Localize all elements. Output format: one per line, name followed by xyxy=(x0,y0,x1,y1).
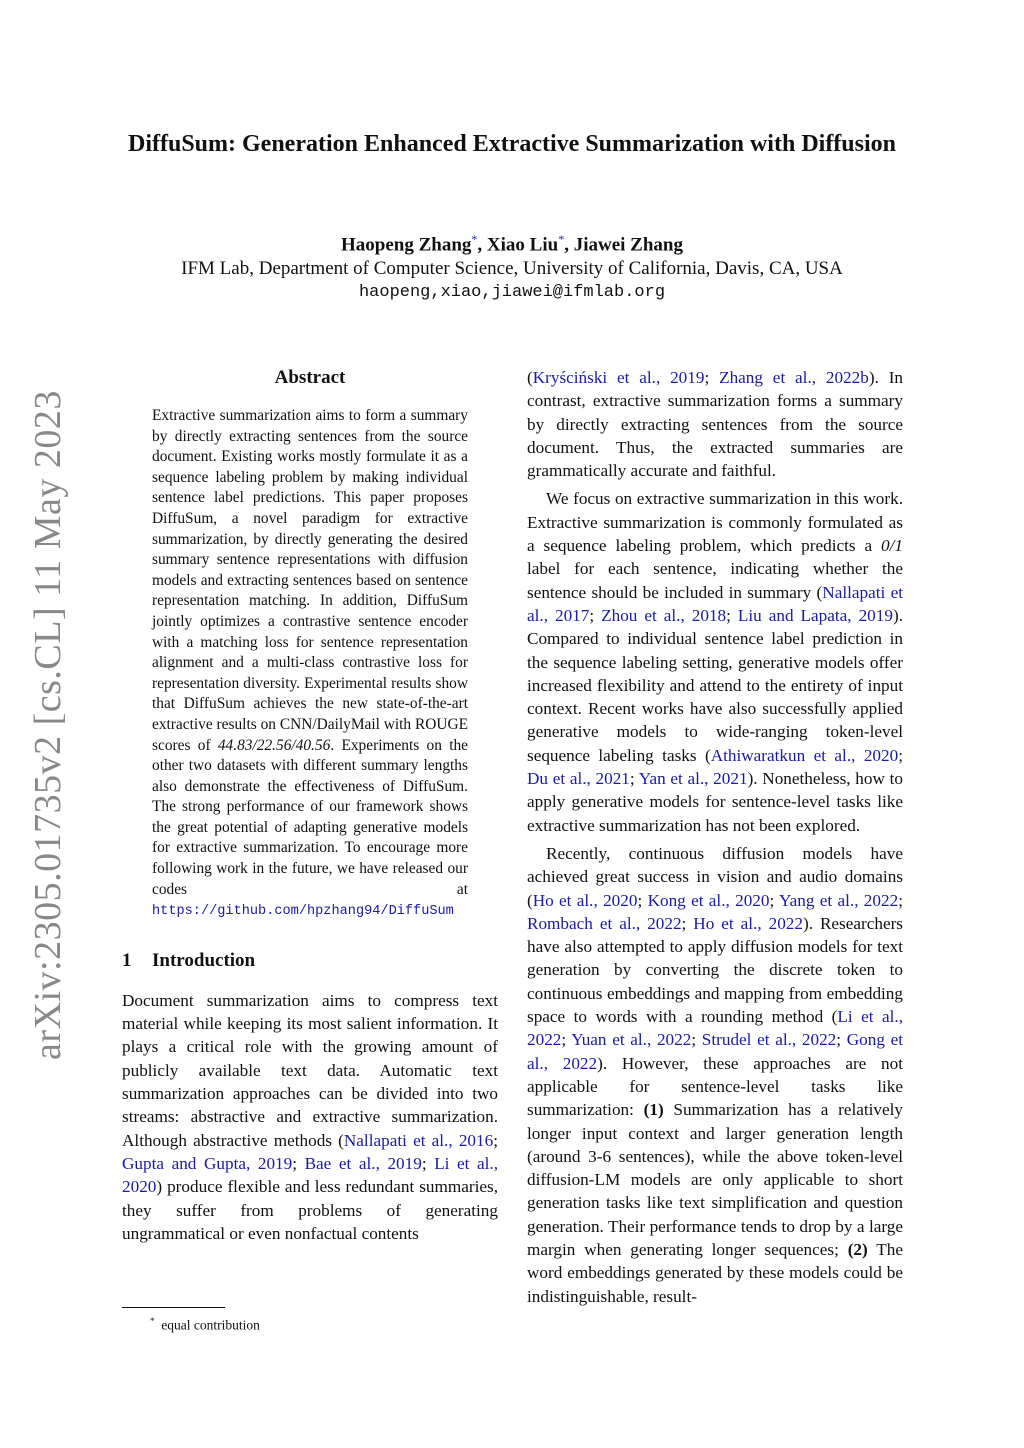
citation-link[interactable]: Strudel et al., 2022 xyxy=(701,1030,837,1050)
citation-link[interactable]: Gong et al., 2022 xyxy=(527,1030,903,1073)
citation-link[interactable]: Athiwaratkun et al., 2020 xyxy=(710,745,899,765)
section-title: Introduction xyxy=(152,949,256,971)
code-link[interactable]: https://github.com/hpzhang94/DiffuSum xyxy=(152,904,454,920)
citation-link[interactable]: Liu and Lapata, 2019 xyxy=(737,605,893,625)
rouge-scores: 44.83/22.56/40.56 xyxy=(217,736,331,754)
intro-paragraph-2: We focus on extractive summarization in this work. Extractive summarization is commonly formulated as a sequence labeling problem, which predicts a 0/1 label for each sentence, indicating whether the sentence should be included in summary (Nallapati et al., 2017; Zhou et al., 2018; Liu and Lapata, 2019). Compared to individual sentence label prediction in the sequence labeling setting, generative models offer increased flexibility and attend to the entirety of input context. Recent works have also successfully applied generative models to wide-ranging token-level sequence labeling tasks (Athiwaratkun et al., 2020; Du et al., 2021; Yan et al., 2021). Nonetheless, how to apply generative models for sentence-level tasks like extractive summarization has not been explored. xyxy=(527,489,903,835)
intro-paragraph-1: Document summarization aims to compress text material while keeping its most salient information. It plays a critical role with the growing amount of publicly available text data. Automatic text summarization approaches can be divided into two streams: abstractive and extractive summarization. Although abstractive methods (Nallapati et al., 2016; Gupta and Gupta, 2019; Bae et al., 2019; Li et al., 2020) produce flexible and less redundant summaries, they suffer from problems of generating ungrammatical or even nonfactual contents xyxy=(122,990,499,1243)
citation-link[interactable]: Yuan et al., 2022 xyxy=(571,1030,692,1050)
point-marker: (1) xyxy=(643,1100,664,1120)
footnote xyxy=(150,1312,260,1335)
citation-link[interactable]: Yan et al., 2021 xyxy=(638,769,748,789)
citation-link[interactable]: Yang et al., 2022 xyxy=(778,890,899,910)
affiliation: IFM Lab, Department of Computer Science, University of California, Davis, CA, USA xyxy=(181,258,843,280)
citation-link[interactable]: Gupta and Gupta, 2019 xyxy=(122,1153,293,1173)
point-marker: (2) xyxy=(847,1239,868,1259)
citation-link[interactable]: Bae et al., 2019 xyxy=(304,1153,422,1173)
citation-link[interactable]: Kryściński et al., 2019 xyxy=(532,368,705,387)
author-3: Jiawei Zhang xyxy=(573,234,683,256)
author-block xyxy=(112,227,912,305)
equal-contribution-mark[interactable]: * xyxy=(558,232,565,246)
arxiv-identifier: arXiv:2305.01735v2 [cs.CL] 11 May 2023 xyxy=(27,390,69,1060)
author-names: Haopeng Zhang*, Xiao Liu*, Jiawei Zhang xyxy=(341,232,683,256)
equal-contribution-mark[interactable]: * xyxy=(471,232,478,246)
right-column xyxy=(527,366,903,1308)
footnote-divider xyxy=(122,1307,225,1308)
footnote-mark: * xyxy=(150,1316,155,1326)
citation-link[interactable]: Li et al., 2020 xyxy=(122,1153,499,1197)
section-heading-introduction xyxy=(122,949,498,973)
citation-link[interactable]: Ho et al., 2020 xyxy=(532,890,638,910)
footnote-text: equal contribution xyxy=(161,1317,260,1333)
abstract-heading: Abstract xyxy=(274,367,346,388)
citation-link[interactable]: Rombach et al., 2022 xyxy=(527,913,682,933)
section-number: 1 xyxy=(122,949,132,971)
citation-link[interactable]: Zhou et al., 2018 xyxy=(601,605,727,625)
paper-title: DiffuSum: Generation Enhanced Extractive Summarization with Diffusion xyxy=(128,131,896,157)
citation-link[interactable]: Nallapati et al., 2016 xyxy=(343,1130,494,1150)
citation-link[interactable]: Zhang et al., 2022b xyxy=(719,368,869,387)
author-email: haopeng,xiao,jiawei@ifmlab.org xyxy=(358,283,666,303)
intro-paragraph-3: Recently, continuous diffusion models have achieved great success in vision and audio domains (Ho et al., 2020; Kong et al., 2020; Yang et al., 2022; Rombach et al., 2022; Ho et al., 2022). Researchers have also attempted to apply diffusion models for text generation by converting the discrete token to continuous embeddings and mapping from embedding space to words with a rounding method (Li et al., 2022; Yuan et al., 2022; Strudel et al., 2022; Gong et al., 2022). However, these approaches are not applicable for sentence-level tasks like summarization: (1) Summarization has a relatively longer input context and larger generation length (around 3-6 sentences), while the above token-level diffusion-LM models are only applicable to short generation tasks like text simplification and question generation. Their performance tends to drop by a large margin when generating longer sequences; (2) The word embeddings generated by these models could be indistinguishable, result- xyxy=(527,843,904,1306)
left-column xyxy=(122,366,498,1245)
abstract-part-1: Extractive summarization aims to form a summary by directly extracting sentences from the source document. Existing works mostly formulate it as a sequence labeling problem by making individual sentence label predictions. This paper proposes DiffuSum, a novel paradigm for extractive summarization, by directly generating the desired summary sentence representations with diffusion models and extracting sentences based on sentence representation matching. In addition, DiffuSum jointly optimizes a contrastive sentence encoder with a matching loss for sentence representation alignment and a multi-class contrastive loss for representation diversity. Experimental results show that DiffuSum achieves the new state-of-the-art extractive results on CNN/DailyMail with ROUGE scores of xyxy=(152,407,468,754)
intro-paragraph-1-continued: (Kryściński et al., 2019; Zhang et al., 2022b). In contrast, extractive summarization forms a summary by directly extracting sentences from the source document. Thus, the extracted summaries are grammatically accurate and faithful. xyxy=(527,368,904,481)
label-math: 0/1 xyxy=(881,536,903,556)
author-1: Haopeng Zhang xyxy=(341,234,472,256)
abstract-part-2: . Experiments on the other two datasets with different summary lengths also demonstrate the effectiveness of DiffuSum. The strong performance of our framework shows the great potential of adapting generative models for extractive summarization. To encourage more following work in the future, we have released our codes at xyxy=(152,736,468,898)
citation-link[interactable]: Ho et al., 2022 xyxy=(693,913,803,933)
abstract-text xyxy=(152,406,468,923)
citation-link[interactable]: Kong et al., 2020 xyxy=(647,890,770,910)
author-2: Xiao Liu xyxy=(486,234,559,256)
citation-link[interactable]: Nallapati et al., 2017 xyxy=(527,582,903,625)
citation-link[interactable]: Li et al., 2022 xyxy=(527,1007,903,1050)
citation-link[interactable]: Du et al., 2021 xyxy=(527,769,630,789)
